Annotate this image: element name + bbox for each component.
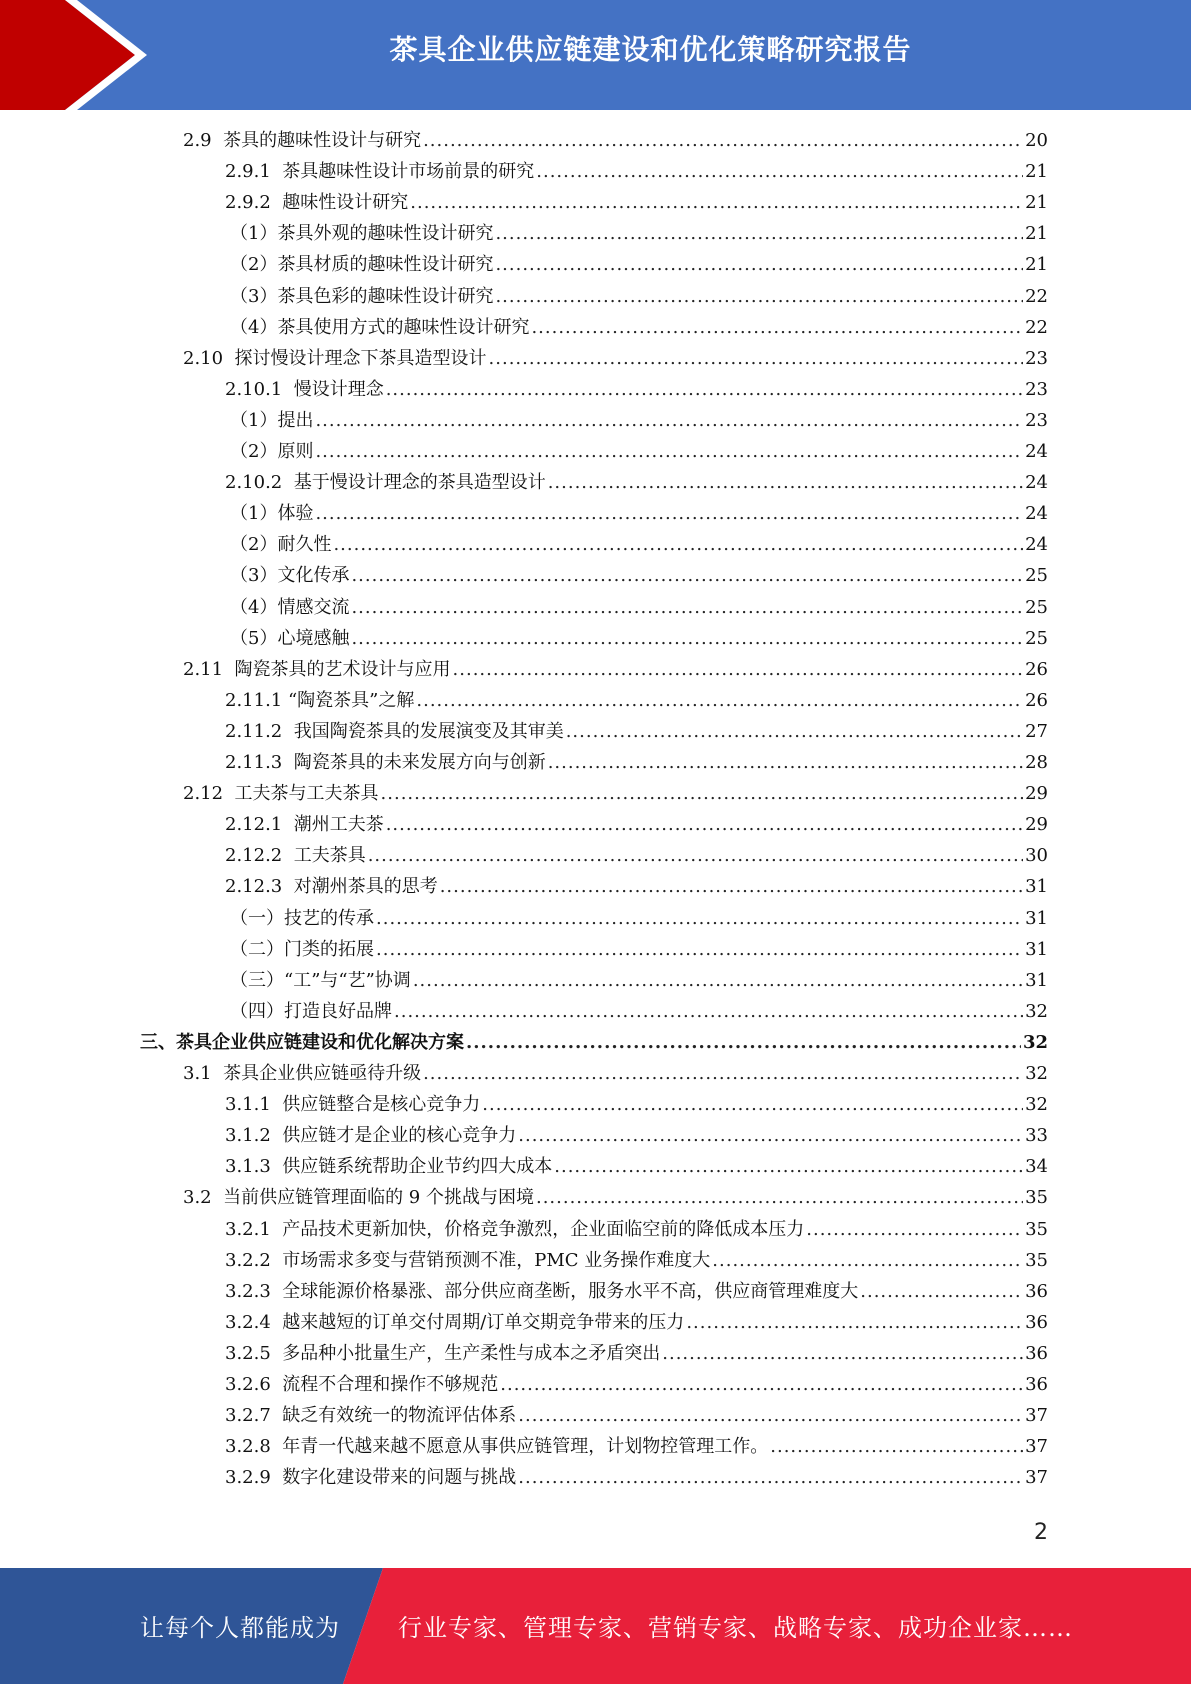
toc-dot-leader — [554, 1153, 1023, 1181]
toc-dot-leader — [466, 1029, 1021, 1057]
toc-dot-leader — [381, 780, 1024, 808]
toc-entry-title: （四）打造良好品牌 — [230, 1000, 392, 1022]
toc-entry-title: 2.12.1 潮州工夫茶 — [225, 814, 384, 836]
toc-entry-page: 21 — [1025, 192, 1048, 214]
footer-slogan-left: 让每个人都能成为 — [140, 1614, 340, 1642]
toc-entry-title: 2.9.1 茶具趣味性设计市场前景的研究 — [225, 161, 535, 183]
toc-dot-leader — [500, 1371, 1023, 1399]
toc-dot-leader — [662, 1340, 1023, 1368]
toc-entry-page: 33 — [1025, 1125, 1048, 1147]
toc-entry-page: 22 — [1025, 316, 1048, 338]
toc-dot-leader — [860, 1278, 1023, 1306]
toc-entry[interactable] — [225, 1247, 1048, 1275]
toc-entry-title: 3.2 当前供应链管理面临的 9 个挑战与困境 — [183, 1187, 534, 1209]
report-title: 茶具企业供应链建设和优化策略研究报告 — [389, 33, 912, 66]
toc-entry[interactable] — [183, 656, 1048, 684]
toc-dot-leader — [394, 998, 1023, 1026]
toc-entry-title: 3.1 茶具企业供应链亟待升级 — [183, 1063, 422, 1084]
toc-dot-leader — [333, 531, 1023, 559]
toc-entry-title: 三、茶具企业供应链建设和优化解决方案 — [140, 1031, 464, 1053]
toc-entry[interactable] — [230, 998, 1048, 1026]
toc-dot-leader — [413, 967, 1023, 995]
toc-entry-title: 2.11.3 陶瓷茶具的未来发展方向与创新 — [225, 752, 546, 773]
toc-dot-leader — [495, 283, 1023, 311]
toc-entry-page: 24 — [1025, 503, 1048, 525]
toc-entry[interactable] — [225, 873, 1048, 901]
toc-entry-title: 3.2.7 缺乏有效统一的物流评估体系 — [225, 1405, 517, 1427]
toc-entry-page: 23 — [1025, 347, 1048, 369]
toc-entry-page: 35 — [1025, 1249, 1048, 1271]
toc-dot-leader — [376, 936, 1023, 964]
toc-entry-title: （4）情感交流 — [230, 596, 350, 618]
toc-entry-page: 32 — [1025, 1000, 1048, 1022]
page-number: 2 — [1034, 1520, 1048, 1545]
toc-entry-page: 30 — [1025, 845, 1048, 867]
toc-entry[interactable] — [230, 500, 1048, 528]
toc-entry-page: 25 — [1025, 596, 1048, 618]
toc-entry-title: 3.2.9 数字化建设带来的问题与挑战 — [225, 1467, 517, 1489]
toc-entry-title: 2.12.3 对潮州茶具的思考 — [225, 876, 438, 898]
toc-entry-title: （5）心境感触 — [230, 627, 350, 649]
toc-entry-title: 3.2.1 产品技术更新加快，价格竞争激烈，企业面临空前的降低成本压力 — [225, 1218, 805, 1240]
toc-entry-title: 3.1.2 供应链才是企业的核心竞争力 — [225, 1125, 517, 1147]
toc-entry[interactable] — [225, 1216, 1048, 1244]
toc-dot-leader — [536, 1184, 1023, 1212]
toc-entry-title: （3）茶具色彩的趣味性设计研究 — [230, 285, 494, 307]
toc-dot-leader — [315, 438, 1023, 466]
page-footer — [0, 1568, 1191, 1684]
toc-entry-title: 3.1.1 供应链整合是核心竞争力 — [225, 1094, 481, 1116]
toc-entry-title: 2.12.2 工夫茶具 — [225, 845, 366, 867]
toc-dot-leader — [531, 314, 1023, 342]
toc-entry-page: 21 — [1025, 254, 1048, 276]
page-header — [0, 0, 1191, 110]
toc-entry-title: （2）茶具材质的趣味性设计研究 — [230, 254, 494, 276]
toc-entry[interactable] — [230, 967, 1048, 995]
toc-dot-leader — [453, 656, 1024, 684]
toc-entry[interactable] — [230, 625, 1048, 653]
toc-entry-title: 2.10.2 基于慢设计理念的茶具造型设计 — [225, 472, 546, 494]
toc-entry-page: 37 — [1025, 1467, 1048, 1489]
toc-entry-title: 2.12 工夫茶与工夫茶具 — [183, 783, 379, 805]
toc-entry[interactable] — [225, 1371, 1048, 1399]
toc-entry[interactable] — [225, 1340, 1048, 1368]
toc-entry-title: 2.11 陶瓷茶具的艺术设计与应用 — [183, 658, 451, 680]
toc-entry-title: 3.2.8 年青一代越来越不愿意从事供应链管理，计划物控管理工作。 — [225, 1436, 769, 1458]
toc-dot-leader — [351, 594, 1023, 622]
toc-entry-title: 3.2.5 多品种小批量生产，生产柔性与成本之矛盾突出 — [225, 1342, 661, 1364]
toc-entry[interactable] — [225, 189, 1048, 217]
toc-dot-leader — [566, 718, 1023, 746]
toc-dot-leader — [423, 127, 1023, 155]
toc-dot-leader — [489, 345, 1024, 373]
toc-entry-page: 34 — [1025, 1156, 1048, 1178]
toc-entry-title: 3.2.4 越来越短的订单交付周期/订单交期竞争带来的压力 — [225, 1311, 685, 1333]
toc-entry-page: 36 — [1025, 1280, 1048, 1302]
toc-entry-page: 20 — [1025, 130, 1048, 151]
toc-entry-page: 24 — [1025, 472, 1048, 494]
toc-dot-leader — [518, 1402, 1023, 1430]
toc-entry-title: 3.2.6 流程不合理和操作不够规范 — [225, 1374, 499, 1395]
toc-entry-title: （一）技艺的传承 — [230, 907, 374, 929]
toc-entry[interactable] — [230, 251, 1048, 279]
toc-entry[interactable] — [230, 594, 1048, 622]
toc-entry-title: 2.10 探讨慢设计理念下茶具造型设计 — [183, 347, 487, 369]
toc-entry[interactable] — [230, 562, 1048, 590]
toc-entry-title: 2.10.1 慢设计理念 — [225, 378, 384, 400]
toc-dot-leader — [351, 562, 1023, 590]
toc-dot-leader — [416, 687, 1023, 715]
toc-entry[interactable] — [230, 531, 1048, 559]
toc-entry[interactable] — [230, 314, 1048, 342]
toc-entry-page: 23 — [1025, 409, 1048, 431]
toc-entry[interactable] — [140, 1029, 1048, 1057]
toc-entry-title: （1）茶具外观的趣味性设计研究 — [230, 223, 494, 245]
toc-entry-page: 36 — [1025, 1342, 1048, 1364]
toc-entry[interactable] — [225, 469, 1048, 497]
toc-dot-leader — [386, 376, 1023, 404]
toc-entry-page: 29 — [1025, 783, 1048, 805]
toc-entry[interactable] — [225, 1091, 1048, 1119]
toc-entry-title: 3.2.2 市场需求多变与营销预测不准，PMC 业务操作难度大 — [225, 1249, 711, 1271]
toc-dot-leader — [440, 873, 1023, 901]
toc-entry-page: 37 — [1025, 1405, 1048, 1427]
toc-entry[interactable] — [230, 438, 1048, 466]
toc-entry[interactable] — [230, 283, 1048, 311]
toc-entry-page: 27 — [1025, 720, 1048, 742]
toc-dot-leader — [315, 407, 1023, 435]
toc-entry[interactable] — [225, 1402, 1048, 1430]
toc-entry[interactable] — [230, 905, 1048, 933]
toc-entry-title: （1）提出 — [230, 409, 314, 431]
toc-entry[interactable] — [225, 1278, 1048, 1306]
toc-entry[interactable] — [183, 345, 1048, 373]
toc-entry[interactable] — [225, 376, 1048, 404]
toc-dot-leader — [548, 749, 1023, 777]
footer-slogan-right: 行业专家、管理专家、营销专家、战略专家、成功企业家…… — [398, 1614, 1073, 1642]
toc-dot-leader — [495, 220, 1023, 248]
toc-entry-page: 31 — [1025, 938, 1048, 960]
toc-entry-page: 26 — [1025, 658, 1048, 680]
toc-entry-page: 21 — [1025, 223, 1048, 245]
toc-entry-page: 36 — [1025, 1374, 1048, 1395]
toc-entry-page: 35 — [1025, 1187, 1048, 1209]
toc-entry[interactable] — [230, 407, 1048, 435]
toc-entry-page: 24 — [1025, 441, 1048, 462]
toc-dot-leader — [806, 1216, 1023, 1244]
toc-entry[interactable] — [225, 687, 1048, 715]
toc-dot-leader — [495, 251, 1023, 279]
toc-dot-leader — [686, 1309, 1023, 1337]
toc-dot-leader — [548, 469, 1023, 497]
toc-entry-page: 31 — [1025, 907, 1048, 929]
toc-entry[interactable] — [225, 1464, 1048, 1492]
toc-entry[interactable] — [225, 1433, 1048, 1461]
toc-entry-page: 29 — [1025, 814, 1048, 836]
toc-entry[interactable] — [225, 718, 1048, 746]
toc-entry[interactable] — [225, 1153, 1048, 1181]
toc-entry-page: 21 — [1025, 161, 1048, 183]
toc-entry-page: 26 — [1025, 689, 1048, 711]
toc-entry[interactable] — [225, 1309, 1048, 1337]
toc-entry[interactable] — [183, 1060, 1048, 1088]
toc-entry-page: 37 — [1025, 1436, 1048, 1458]
toc-entry-title: 2.11.1 “陶瓷茶具”之解 — [225, 689, 415, 711]
toc-entry-title: 3.1.3 供应链系统帮助企业节约四大成本 — [225, 1156, 553, 1178]
toc-entry-page: 31 — [1025, 969, 1048, 991]
toc-entry[interactable] — [225, 842, 1048, 870]
toc-dot-leader — [712, 1247, 1023, 1275]
toc-entry-title: （三）“工”与“艺”协调 — [230, 969, 411, 991]
toc-entry-page: 36 — [1025, 1311, 1048, 1333]
toc-entry-page: 23 — [1025, 378, 1048, 400]
toc-entry-page: 22 — [1025, 285, 1048, 307]
toc-entry-page: 32 — [1025, 1063, 1048, 1084]
toc-entry-title: （3）文化传承 — [230, 565, 350, 587]
toc-dot-leader — [376, 905, 1023, 933]
toc-dot-leader — [351, 625, 1023, 653]
toc-dot-leader — [315, 500, 1023, 528]
toc-dot-leader — [518, 1464, 1023, 1492]
toc-entry-page: 31 — [1025, 876, 1048, 898]
toc-entry-title: 3.2.3 全球能源价格暴涨、部分供应商垄断，服务水平不高，供应商管理难度大 — [225, 1280, 859, 1302]
toc-entry-page: 32 — [1025, 1094, 1048, 1116]
toc-entry[interactable] — [225, 749, 1048, 777]
toc-entry-page: 35 — [1025, 1218, 1048, 1240]
toc-entry[interactable] — [230, 220, 1048, 248]
toc-entry-title: 2.11.2 我国陶瓷茶具的发展演变及其审美 — [225, 720, 564, 742]
toc-dot-leader — [518, 1122, 1023, 1150]
toc-dot-leader — [368, 842, 1023, 870]
toc-entry[interactable] — [183, 1184, 1048, 1212]
toc-dot-leader — [386, 811, 1023, 839]
toc-entry[interactable] — [225, 158, 1048, 186]
toc-entry[interactable] — [225, 1122, 1048, 1150]
toc-entry-title: 2.9.2 趣味性设计研究 — [225, 192, 409, 214]
toc-dot-leader — [536, 158, 1023, 186]
toc-entry-page: 24 — [1025, 534, 1048, 556]
toc-entry-title: （二）门类的拓展 — [230, 938, 374, 960]
toc-entry-title: （2）原则 — [230, 441, 314, 462]
toc-entry-title: （2）耐久性 — [230, 534, 332, 556]
toc-entry[interactable] — [183, 780, 1048, 808]
toc-entry-page: 25 — [1025, 565, 1048, 587]
toc-entry-page: 25 — [1025, 627, 1048, 649]
toc-dot-leader — [770, 1433, 1023, 1461]
toc-entry[interactable] — [183, 127, 1048, 155]
toc-entry[interactable] — [225, 811, 1048, 839]
toc-dot-leader — [423, 1060, 1023, 1088]
toc-entry-title: （4）茶具使用方式的趣味性设计研究 — [230, 316, 530, 338]
toc-entry[interactable] — [230, 936, 1048, 964]
toc-entry-title: （1）体验 — [230, 503, 314, 525]
toc-entry-page: 32 — [1022, 1031, 1048, 1053]
toc-entry-page: 28 — [1025, 752, 1048, 773]
toc-entry-title: 2.9 茶具的趣味性设计与研究 — [183, 130, 422, 151]
toc-dot-leader — [482, 1091, 1023, 1119]
toc-dot-leader — [410, 189, 1023, 217]
